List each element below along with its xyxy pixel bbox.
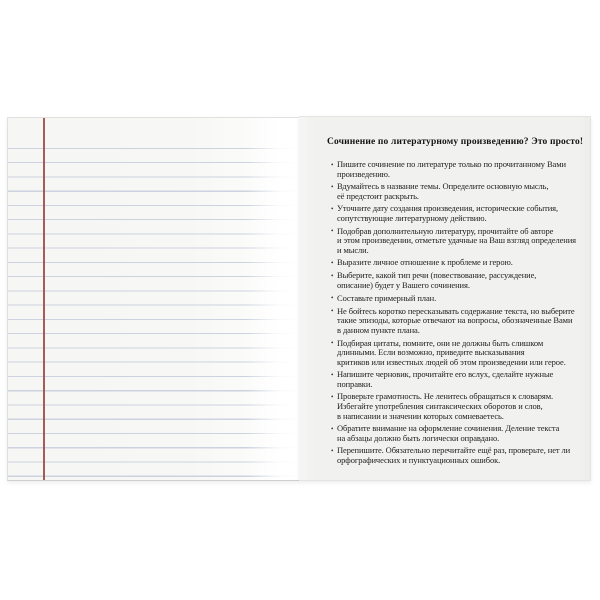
bullet-icon: • bbox=[331, 446, 334, 455]
instruction-text: Перепишите. Обязательно перечитайте ещё раз, проверьте, нет ли орфографических и пунктуационных ошибок. bbox=[337, 445, 571, 466]
instruction-item bbox=[331, 339, 577, 368]
bullet-icon: • bbox=[331, 307, 334, 316]
instruction-text: Обратите внимание на оформление сочинения. Деление текста на абзацы должно быть логически оправдано. bbox=[337, 423, 560, 443]
bullet-icon: • bbox=[331, 339, 334, 347]
instruction-item bbox=[331, 258, 577, 268]
bullet-icon: • bbox=[331, 271, 334, 280]
instruction-text: Подбирая цитаты, помните, они не должны быть слишком длинными. Если возможно, приведите высказывания критиков или известных людей об этом произведении или герое. bbox=[337, 337, 566, 367]
instruction-text: Составьте примерный план. bbox=[337, 292, 437, 303]
bullet-icon: • bbox=[331, 160, 334, 169]
bullet-icon: • bbox=[331, 182, 334, 191]
instruction-text: Проверьте грамотность. Не ленитесь обращаться к словарям. Избегайте употребления синтаксических оборотов и слов, в написании и значении которых сомневаетесь. bbox=[337, 391, 554, 421]
spine-highlight bbox=[247, 118, 299, 480]
instruction-item bbox=[331, 424, 577, 443]
instruction-item bbox=[331, 160, 577, 179]
instruction-item bbox=[331, 392, 577, 421]
page-title: Сочинение по литературному произведению? Это просто! bbox=[327, 137, 584, 147]
instruction-item bbox=[331, 271, 577, 290]
bullet-icon: • bbox=[331, 227, 334, 236]
instruction-text: Подобрав дополнительную литературу, прочитайте об авторе и этом произведении, отметьте удачные на Ваш взгляд определения и мысли. bbox=[337, 225, 576, 255]
bullet-icon: • bbox=[331, 294, 334, 303]
bullet-icon: • bbox=[331, 258, 334, 267]
instruction-item bbox=[331, 294, 577, 304]
instructions-list bbox=[331, 160, 577, 466]
instruction-text: Не бойтесь коротко пересказывать содержание текста, но выберите такие эпизоды, которые отвечают на вопросы, обозначенные Вами в данном пункте плана. bbox=[337, 305, 575, 335]
instruction-item bbox=[331, 227, 577, 256]
instruction-item bbox=[331, 182, 577, 201]
instruction-text: Вдумайтесь в название темы. Определите основную мысль, её предстоит раскрыть. bbox=[337, 181, 549, 201]
instruction-text: Выберите, какой тип речи (повествование, рассуждение, описание) будет у Вашего сочинения. bbox=[337, 270, 537, 291]
bullet-icon: • bbox=[331, 392, 334, 401]
instruction-text: Уточните дату создания произведения, исторические события, сопутствующие литературному действию. bbox=[337, 203, 559, 223]
instruction-text: Напишите черновик, прочитайте его вслух, сделайте нужные поправки. bbox=[337, 369, 554, 389]
instruction-item bbox=[331, 446, 577, 465]
instruction-item bbox=[331, 370, 577, 389]
instruction-text: Выразите личное отношение к проблеме и герою. bbox=[337, 257, 513, 268]
margin-line bbox=[43, 118, 45, 480]
bullet-icon: • bbox=[331, 204, 334, 213]
right-notebook-page bbox=[299, 116, 591, 481]
left-notebook-page bbox=[7, 117, 299, 481]
instruction-item bbox=[331, 204, 577, 223]
bullet-icon: • bbox=[331, 424, 334, 433]
instruction-text: Пишите сочинение по литературе только по прочитанному Вами произведению. bbox=[337, 159, 566, 179]
bullet-icon: • bbox=[331, 370, 334, 379]
instruction-item bbox=[331, 307, 577, 336]
